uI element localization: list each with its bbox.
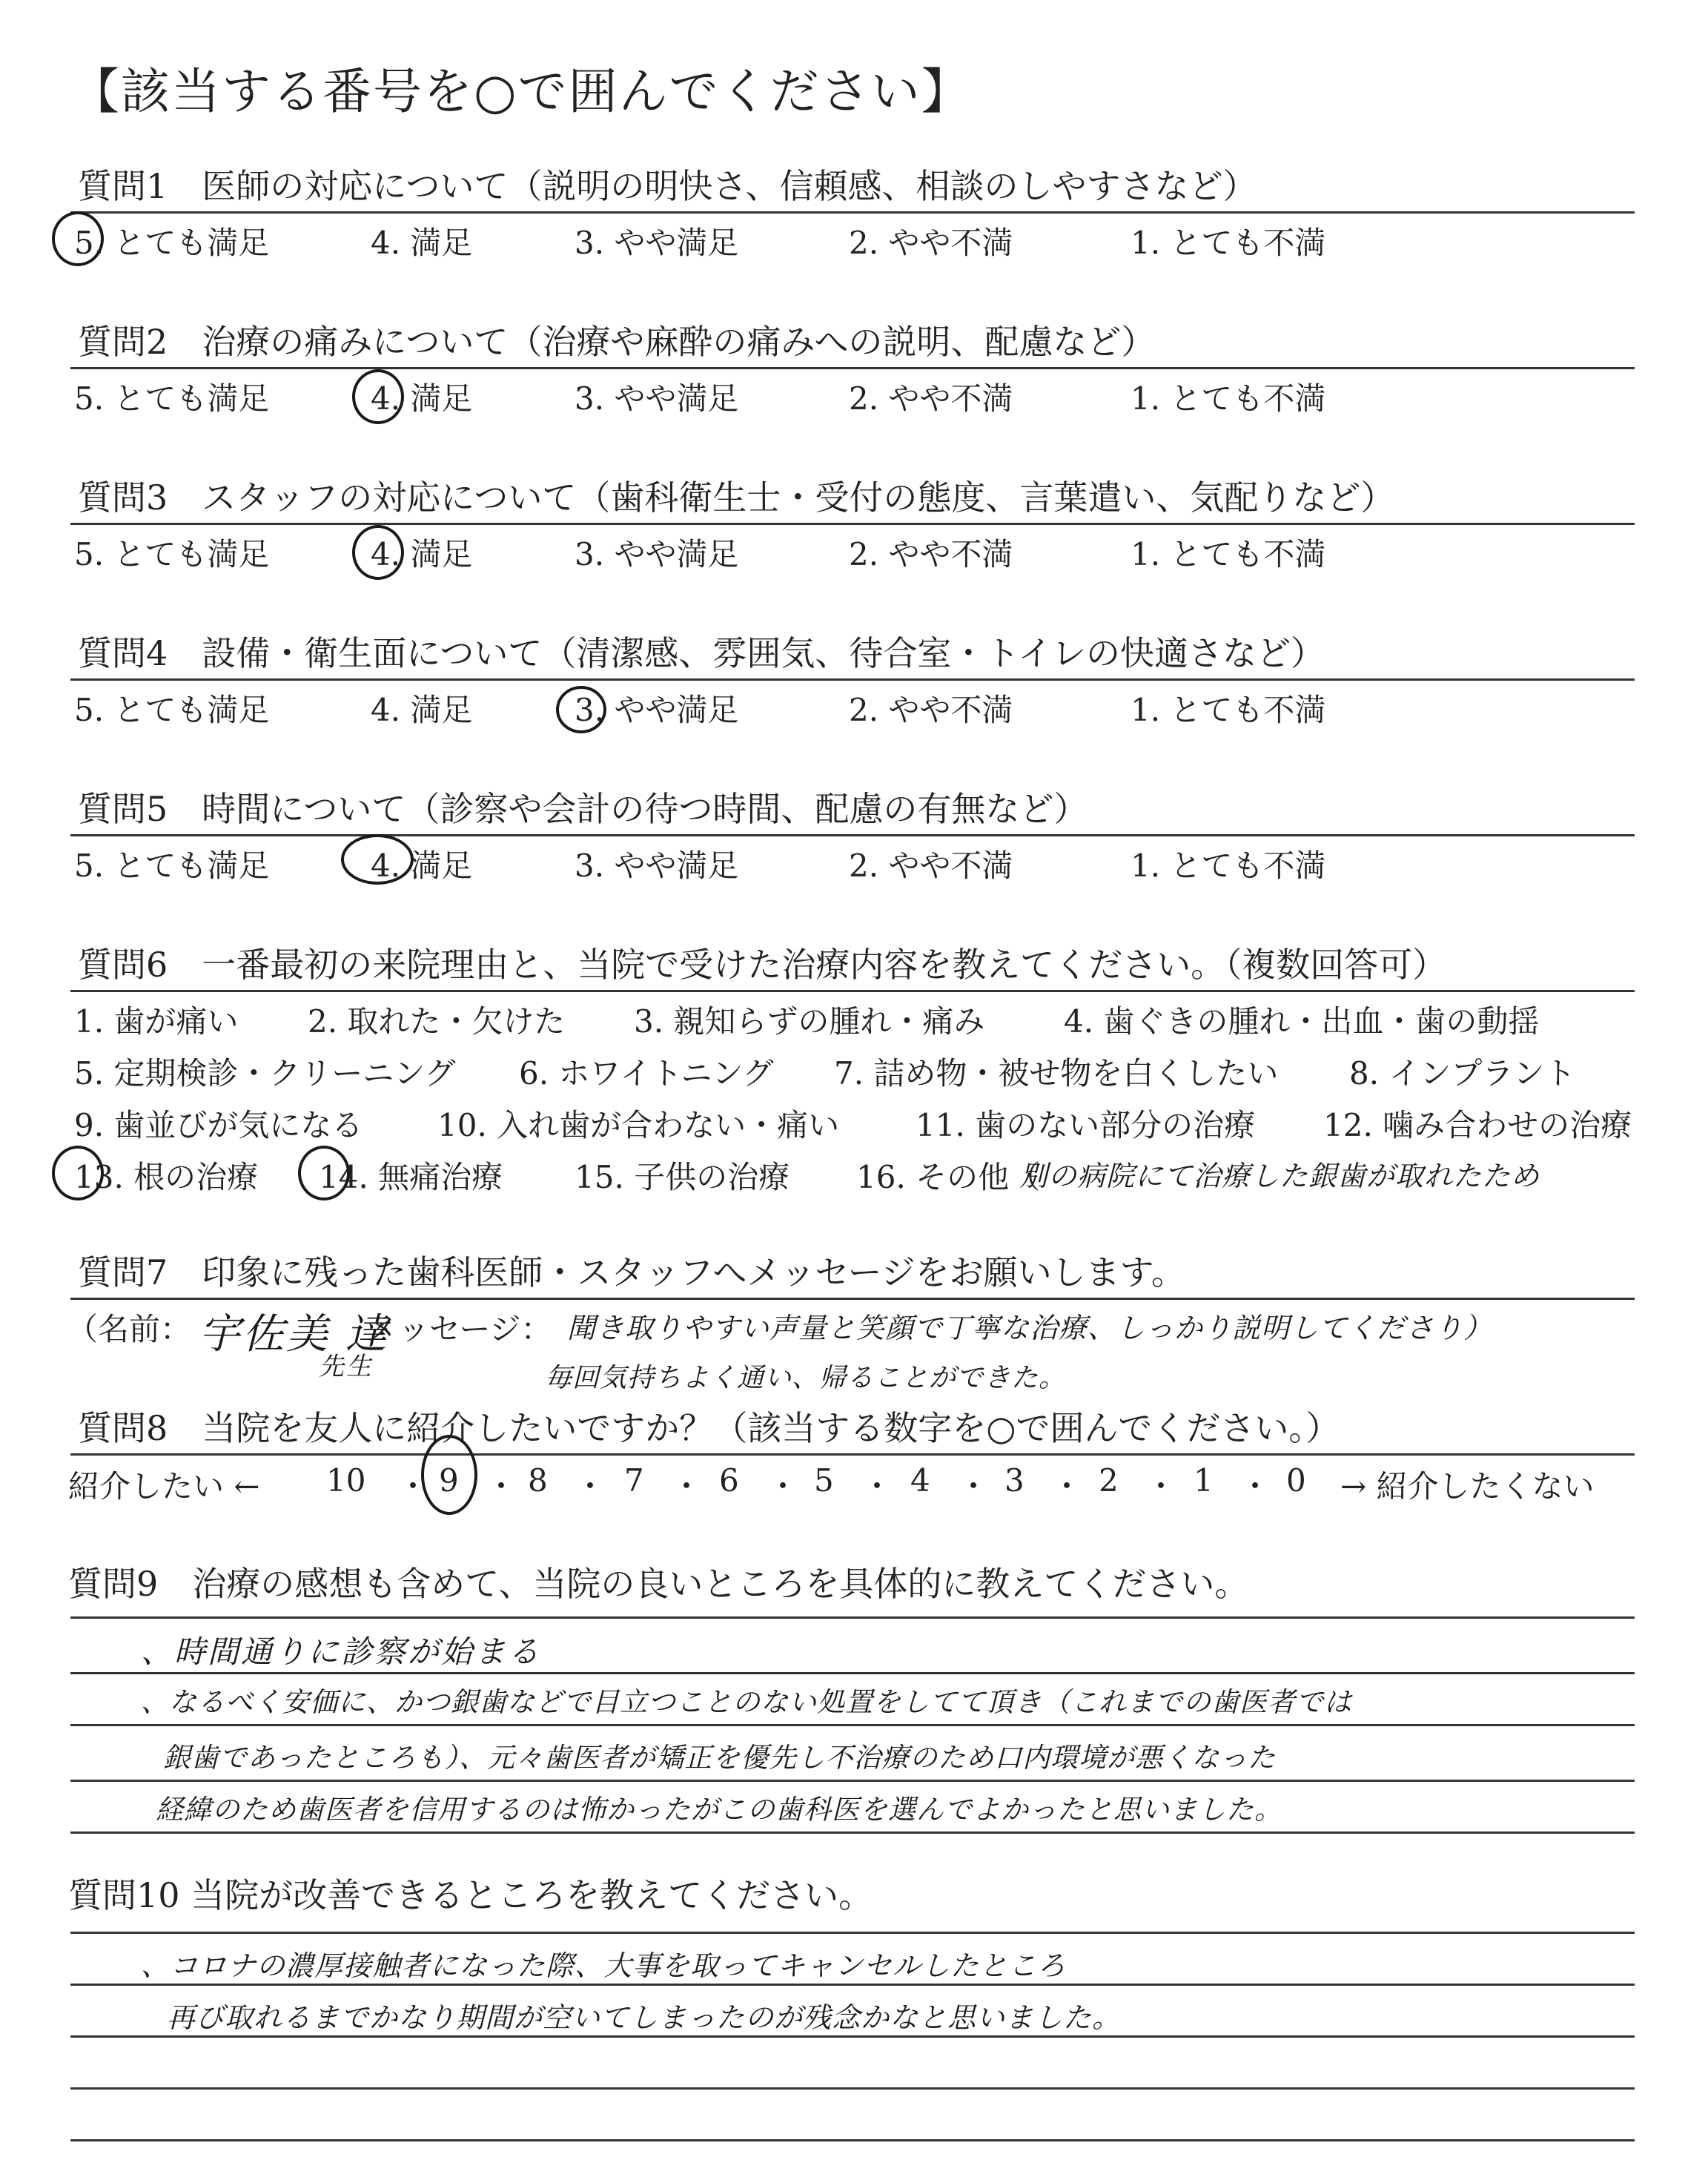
q9-answer-line-3: 銀歯であったところも）、元々歯医者が矯正を優先し不治療のため口内環境が悪くなった xyxy=(163,1742,1277,1774)
q5-option-3[interactable]: 3. やや満足 xyxy=(575,848,739,884)
q7-label: 質問7 印象に残った歯科医師・スタッフへメッセージをお願いします。 xyxy=(78,1252,1185,1292)
q2-selection-circle xyxy=(352,369,404,424)
q8-scale-9[interactable]: 9 xyxy=(439,1462,459,1499)
q5-option-1[interactable]: 1. とても不満 xyxy=(1131,848,1326,884)
q3-option-2[interactable]: 2. やや不満 xyxy=(849,536,1013,572)
q8-scale-0[interactable]: 0 xyxy=(1286,1462,1306,1499)
q1-option-3[interactable]: 3. やや満足 xyxy=(575,225,739,261)
q8-scale-8[interactable]: 8 xyxy=(528,1462,548,1499)
q4-option-5[interactable]: 5. とても満足 xyxy=(74,692,270,728)
q6-label: 質問6 一番最初の来院理由と、当院で受けた治療内容を教えてください。（複数回答可） xyxy=(78,945,1447,985)
q9-line xyxy=(70,1724,1635,1726)
q1-option-1[interactable]: 1. とても不満 xyxy=(1131,225,1326,261)
q4-option-2[interactable]: 2. やや不満 xyxy=(849,692,1013,728)
q8-scale-dot: ・ xyxy=(767,1468,799,1505)
q10-answer-line-2: 再び取れるまでかなり期間が空いてしまったのが残念かなと思いました。 xyxy=(167,2001,1122,2034)
q10-line xyxy=(70,2139,1635,2141)
q6-item-10[interactable]: 10. 入れ歯が合わない・痛い xyxy=(437,1107,840,1143)
q6-item-12[interactable]: 12. 噛み合わせの治療 xyxy=(1323,1107,1632,1143)
q10-line xyxy=(70,2035,1635,2038)
q9-line xyxy=(70,1832,1635,1834)
q6-item-6[interactable]: 6. ホワイトニング xyxy=(519,1055,774,1091)
q1-label: 質問1 医師の対応について（説明の明快さ、信頼感、相談のしやすさなど） xyxy=(78,166,1257,206)
q6-rule xyxy=(70,990,1635,992)
q6-selection-circle-14 xyxy=(298,1146,350,1200)
q10-label: 質問10 当院が改善できるところを教えてください。 xyxy=(68,1875,873,1915)
q8-scale-10[interactable]: 10 xyxy=(326,1462,366,1499)
q10-line xyxy=(70,2087,1635,2090)
q9-answer-line-2: 、なるべく安価に、かつ銀歯などで目立つことのない処置をしてて頂き（これまでの歯医者では xyxy=(141,1686,1352,1718)
q9-line xyxy=(70,1616,1635,1619)
q5-rule xyxy=(70,834,1635,836)
q2-label: 質問2 治療の痛みについて（治療や麻酔の痛みへの説明、配慮など） xyxy=(78,322,1156,362)
q4-selection-circle xyxy=(556,686,606,733)
q8-scale-dot: ・ xyxy=(958,1468,990,1505)
q9-answer-line-1: 、時間通りに診察が始まる xyxy=(141,1634,542,1670)
q8-rule xyxy=(70,1453,1635,1456)
q8-scale-dot: ・ xyxy=(861,1468,893,1505)
q8-scale-dot: ・ xyxy=(486,1468,517,1505)
q8-selection-circle xyxy=(421,1435,477,1515)
q8-scale-2[interactable]: 2 xyxy=(1099,1462,1119,1499)
q7-message-line-1: 聞き取りやすい声量と笑顔で丁寧な治療、しっかり説明してくださり） xyxy=(567,1312,1493,1344)
q9-line xyxy=(70,1780,1635,1782)
q10-line xyxy=(70,1984,1635,1986)
q2-option-4[interactable]: 4. 満足 xyxy=(371,380,473,417)
q8-label: 質問8 当院を友人に紹介したいですか？（該当する数字を○で囲んでください。） xyxy=(78,1408,1340,1448)
q8-scale-dot: ・ xyxy=(397,1468,429,1505)
q8-scale-dot: ・ xyxy=(1051,1468,1083,1505)
q9-label: 質問9 治療の感想も含めて、当院の良いところを具体的に教えてください。 xyxy=(68,1564,1249,1604)
q10-line xyxy=(70,1932,1635,1934)
q2-option-2[interactable]: 2. やや不満 xyxy=(849,380,1013,417)
q6-item-3[interactable]: 3. 親知らずの腫れ・痛み xyxy=(634,1003,985,1040)
q8-scale-4[interactable]: 4 xyxy=(910,1462,930,1499)
q10-answer-line-1: 、コロナの濃厚接触者になった際、大事を取ってキャンセルしたところ xyxy=(141,1949,1067,1982)
q1-option-5[interactable]: 5. とても満足 xyxy=(74,225,270,261)
q6-item-8[interactable]: 8. インプラント xyxy=(1349,1055,1576,1091)
q4-label: 質問4 設備・衛生面について（清潔感、雰囲気、待合室・トイレの快適さなど） xyxy=(78,633,1325,673)
q6-other-text: 別の病院にて治療した銀歯が取れたため xyxy=(1019,1160,1540,1192)
q9-line xyxy=(70,1672,1635,1674)
q1-option-4[interactable]: 4. 満足 xyxy=(371,225,473,261)
q7-message-label: メッセージ： xyxy=(367,1311,552,1347)
q6-item-1[interactable]: 1. 歯が痛い xyxy=(74,1003,239,1040)
q8-scale-7[interactable]: 7 xyxy=(624,1462,644,1499)
q1-option-2[interactable]: 2. やや不満 xyxy=(849,225,1013,261)
q8-right-label: → 紹介したくない xyxy=(1340,1468,1595,1505)
q1-selection-circle xyxy=(52,211,104,266)
q8-scale-dot: ・ xyxy=(1145,1468,1177,1505)
q5-selection-circle xyxy=(341,834,414,885)
q6-item-15[interactable]: 15. 子供の治療 xyxy=(575,1159,790,1195)
q3-option-3[interactable]: 3. やや満足 xyxy=(575,536,739,572)
q2-option-3[interactable]: 3. やや満足 xyxy=(575,380,739,417)
q5-label: 質問5 時間について（診察や会計の待つ時間、配慮の有無など） xyxy=(78,789,1088,829)
q3-rule xyxy=(70,523,1635,525)
q6-item-5[interactable]: 5. 定期検診・クリーニング xyxy=(74,1055,456,1091)
q2-rule xyxy=(70,367,1635,369)
q6-item-2[interactable]: 2. 取れた・欠けた xyxy=(308,1003,566,1040)
q7-name-suffix: 先生 xyxy=(319,1352,374,1381)
q4-rule xyxy=(70,678,1635,681)
q5-option-5[interactable]: 5. とても満足 xyxy=(74,848,270,884)
q2-option-5[interactable]: 5. とても満足 xyxy=(74,380,270,417)
q5-option-2[interactable]: 2. やや不満 xyxy=(849,848,1013,884)
q1-rule xyxy=(70,211,1635,214)
q9-answer-line-4: 経緯のため歯医者を信用するのは怖かったがこの歯科医を選んでよかったと思いました。 xyxy=(156,1794,1282,1826)
q7-name-label: （名前： xyxy=(67,1311,192,1347)
q6-item-13[interactable]: 13. 根の治療 xyxy=(74,1159,259,1195)
q3-option-5[interactable]: 5. とても満足 xyxy=(74,536,270,572)
page-title: 【該当する番号を○で囲んでください】 xyxy=(70,63,972,120)
q6-item-4[interactable]: 4. 歯ぐきの腫れ・出血・歯の動揺 xyxy=(1064,1003,1540,1040)
q8-left-label: 紹介したい ← xyxy=(68,1468,260,1505)
q7-message-line-2: 毎回気持ちよく通い、帰ることができた。 xyxy=(545,1363,1067,1393)
q4-option-4[interactable]: 4. 満足 xyxy=(371,692,473,728)
q6-item-11[interactable]: 11. 歯のない部分の治療 xyxy=(916,1107,1256,1143)
q7-name-value: 宇佐美 達 xyxy=(199,1310,389,1358)
q4-option-3[interactable]: 3. やや満足 xyxy=(575,692,739,728)
q2-option-1[interactable]: 1. とても不満 xyxy=(1131,380,1326,417)
q6-item-9[interactable]: 9. 歯並びが気になる xyxy=(74,1107,363,1143)
q3-label: 質問3 スタッフの対応について（歯科衛生士・受付の態度、言葉遣い、気配りなど） xyxy=(78,478,1395,518)
q8-scale-5[interactable]: 5 xyxy=(814,1462,834,1499)
q6-item-16[interactable]: 16. その他（ xyxy=(856,1159,1041,1195)
q3-option-4[interactable]: 4. 満足 xyxy=(371,536,473,572)
q8-scale-dot: ・ xyxy=(1239,1468,1271,1505)
q3-option-1[interactable]: 1. とても不満 xyxy=(1131,536,1326,572)
q4-option-1[interactable]: 1. とても不満 xyxy=(1131,692,1326,728)
q8-scale-1[interactable]: 1 xyxy=(1194,1462,1214,1499)
q3-selection-circle xyxy=(352,525,404,580)
q8-scale-dot: ・ xyxy=(671,1468,703,1505)
q7-rule xyxy=(70,1298,1635,1300)
q5-option-4[interactable]: 4. 満足 xyxy=(371,848,473,884)
q6-selection-circle-13 xyxy=(52,1146,104,1200)
q6-item-7[interactable]: 7. 詰め物・被せ物を白くしたい xyxy=(834,1055,1279,1091)
q6-item-14[interactable]: 14. 無痛治療 xyxy=(319,1159,503,1195)
q8-scale-3[interactable]: 3 xyxy=(1004,1462,1025,1499)
q8-scale-6[interactable]: 6 xyxy=(719,1462,739,1499)
q8-scale-dot: ・ xyxy=(575,1468,606,1505)
